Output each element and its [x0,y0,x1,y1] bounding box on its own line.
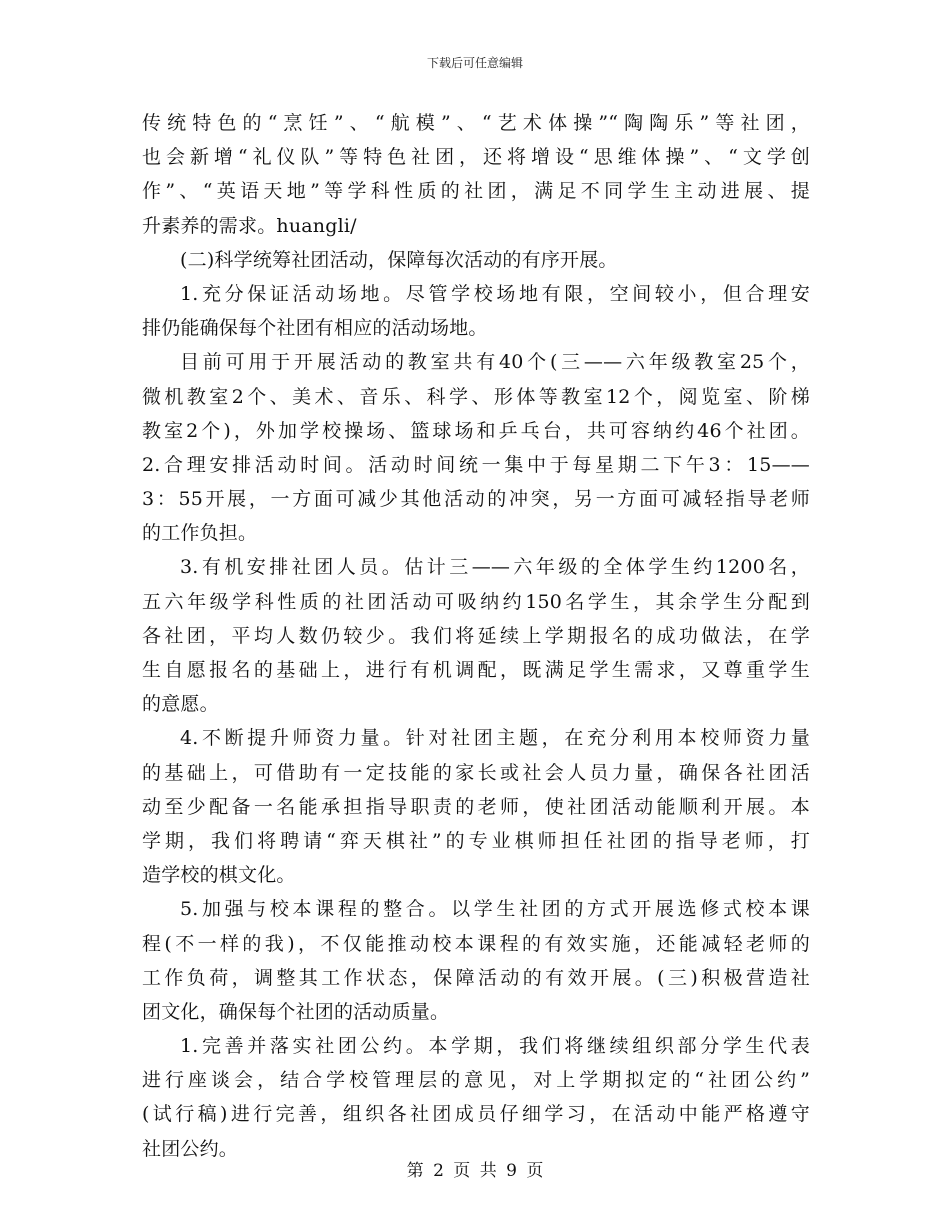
text-line: 4.不断提升师资力量。针对社团主题，在充分利用本校师资力量 [180,727,810,750]
page-header-note: 下载后可任意编辑 [426,56,523,70]
text-line: 各社团，平均人数仍较少。我们将延续上学期报名的成功做法，在学 [142,624,810,647]
text-line: 生自愿报名的基础上，进行有机调配，既满足学生需求，又尊重学生 [142,659,810,681]
page-number-footer: 第 2 页 共 9 页 [406,1161,544,1181]
text-line: 也会新增“礼仪队”等特色社团，还将增设“思维体操”、“文学创 [142,146,810,169]
text-line: 五六年级学科性质的社团活动可吸纳约150名学生，其余学生分配到 [142,590,810,613]
text-line: 的意愿。 [142,693,219,716]
text-line: 工作负荷，调整其工作状态，保障活动的有效开展。(三)积极营造社 [142,966,810,989]
text-line: 造学校的棋文化。 [142,864,296,887]
text-line: 3：55开展，一方面可减少其他活动的冲突，另一方面可减轻指导老师 [142,488,810,511]
text-line: (二)科学统筹社团活动，保障每次活动的有序开展。 [180,248,618,271]
text-line: 升素养的需求。huangli/ [142,214,357,237]
text-line: 作”、“英语天地”等学科性质的社团，满足不同学生主动进展、提 [142,180,810,203]
text-line: 5.加强与校本课程的整合。以学生社团的方式开展选修式校本课 [180,898,810,921]
text-line: 微机教室2个、美术、音乐、科学、形体等教室12个，阅览室、阶梯 [142,385,810,408]
text-line: 程(不一样的我)，不仅能推动校本课程的有效实施，还能减轻老师的 [142,932,810,955]
text-line: 动至少配备一名能承担指导职责的老师，使社团活动能顺利开展。本 [142,795,810,818]
text-line: 1.充分保证活动场地。尽管学校场地有限，空间较小，但合理安 [180,282,810,305]
text-line: (试行稿)进行完善，组织各社团成员仔细学习，在活动中能严格遵守 [142,1103,810,1126]
text-line: 社团公约。 [142,1137,239,1160]
text-line: 排仍能确保每个社团有相应的活动场地。 [142,317,488,340]
text-line: 进行座谈会，结合学校管理层的意见，对上学期拟定的“社团公约” [142,1069,810,1092]
text-line: 1.完善并落实社团公约。本学期，我们将继续组织部分学生代表 [180,1035,810,1058]
text-line: 团文化，确保每个社团的活动质量。 [142,1000,450,1023]
text-line: 学期，我们将聘请“弈天棋社”的专业棋师担任社团的指导老师，打 [142,829,810,852]
document-body [142,106,810,1166]
text-line: 2.合理安排活动时间。活动时间统一集中于每星期二下午3：15—— [142,453,810,476]
text-line: 传统特色的“烹饪”、“航模”、“艺术体操”“陶陶乐”等社团， [142,112,810,134]
text-line: 3.有机安排社团人员。估计三——六年级的全体学生约1200名， [180,556,810,579]
text-line: 教室2个)，外加学校操场、篮球场和乒乓台，共可容纳约46个社团。 [142,419,810,442]
text-line: 目前可用于开展活动的教室共有40个(三——六年级教室25个， [180,351,810,374]
text-line: 的工作负担。 [142,522,258,545]
text-line: 的基础上，可借助有一定技能的家长或社会人员力量，确保各社团活 [142,761,810,784]
